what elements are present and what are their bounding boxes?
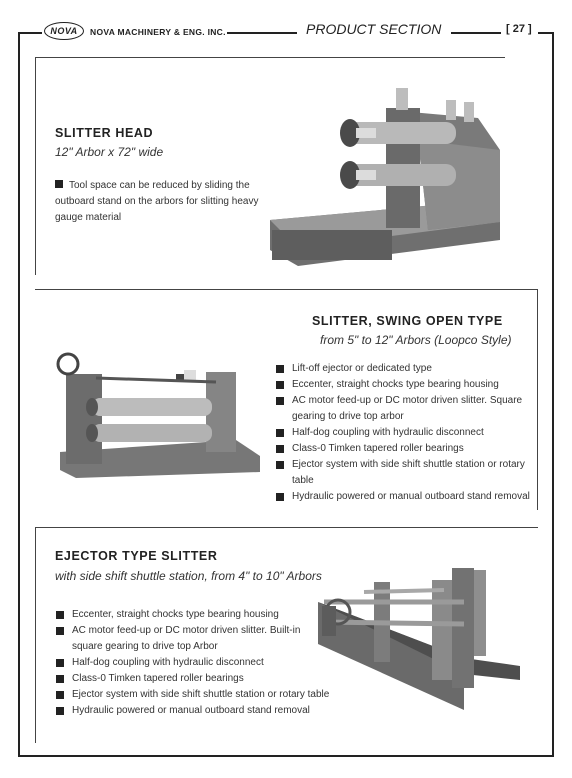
list-item [276,457,531,489]
section1-bottom [35,289,538,290]
bullet-square-icon [276,461,284,469]
list-item-text: AC motor feed-up or DC motor driven slitter. Built-in square gearing to drive top Arbor [72,625,301,652]
bullet-square-icon [55,180,63,188]
list-item [276,393,531,425]
bullet-square-icon [56,707,64,715]
list-item-text: Hydraulic powered or manual outboard stand removal [292,491,530,502]
list-item-text: AC motor feed-up or DC motor driven slitter. Square gearing to drive top arbor [292,395,523,422]
ejector-subtitle: with side shift shuttle station, from 4" to 10" Arbors [55,569,322,583]
list-item [56,607,356,623]
list-item [56,623,312,655]
list-item-text: Class-0 Timken tapered roller bearings [292,443,464,454]
bullet-square-icon [56,659,64,667]
slitter-head-description [55,178,270,226]
section3-left [35,527,36,743]
list-item [276,361,531,377]
list-item-text: Ejector system with side shift shuttle station or rotary table [72,689,330,700]
list-item [276,441,531,457]
bullet-square-icon [56,627,64,635]
slitter-head-description-text: Tool space can be reduced by sliding the outboard stand on the arbors for slitting heavy gauge material [55,180,259,223]
section1-left [35,57,36,275]
section2-right [537,289,538,510]
company-name: NOVA MACHINERY & ENG. INC. [90,27,226,37]
swing-open-feature-list [276,361,531,505]
bullet-square-icon [276,365,284,373]
ejector-title: EJECTOR TYPE SLITTER [55,549,218,563]
list-item-text: Hydraulic powered or manual outboard stand removal [72,705,310,716]
swing-open-subtitle: from 5" to 12" Arbors (Loopco Style) [320,333,512,347]
section2-bottom [35,527,538,528]
swing-open-title: SLITTER, SWING OPEN TYPE [312,314,503,328]
frame-left [18,32,20,756]
slitter-head-photo [268,80,504,276]
bullet-square-icon [276,397,284,405]
list-item [276,489,531,505]
list-item-text: Half-dog coupling with hydraulic disconnect [72,657,264,668]
bullet-square-icon [276,381,284,389]
section1-top [35,57,505,58]
page-number: [ 27 ] [506,23,532,35]
list-item [56,671,356,687]
slitter-head-title: SLITTER HEAD [55,126,154,140]
section-title: PRODUCT SECTION [306,21,442,37]
ejector-feature-list [56,607,356,719]
bullet-square-icon [56,675,64,683]
list-item-text: Class-0 Timken tapered roller bearings [72,673,244,684]
nova-logo: NOVA [44,22,84,40]
list-item [56,687,356,703]
list-item [276,377,531,393]
list-item-text: Half-dog coupling with hydraulic disconnect [292,427,484,438]
bullet-square-icon [276,493,284,501]
list-item-text: Eccenter, straight chocks type bearing housing [72,609,279,620]
swing-open-slitter-photo [56,352,262,480]
frame-bottom [18,755,554,757]
list-item-text: Ejector system with side shift shuttle station or rotary table [292,459,525,486]
list-item [56,655,356,671]
frame-right [552,32,554,757]
slitter-head-subtitle: 12" Arbor x 72" wide [55,145,164,159]
list-item-text: Eccenter, straight chocks type bearing housing [292,379,499,390]
list-item [276,425,531,441]
bullet-square-icon [276,429,284,437]
bullet-square-icon [276,445,284,453]
header-rule-left [227,32,297,34]
bullet-square-icon [56,611,64,619]
ejector-slitter-photo [314,562,522,714]
frame-top-left [18,32,42,34]
list-item-text: Lift-off ejector or dedicated type [292,363,432,374]
bullet-square-icon [56,691,64,699]
header-rule-right [451,32,501,34]
list-item [56,703,356,719]
